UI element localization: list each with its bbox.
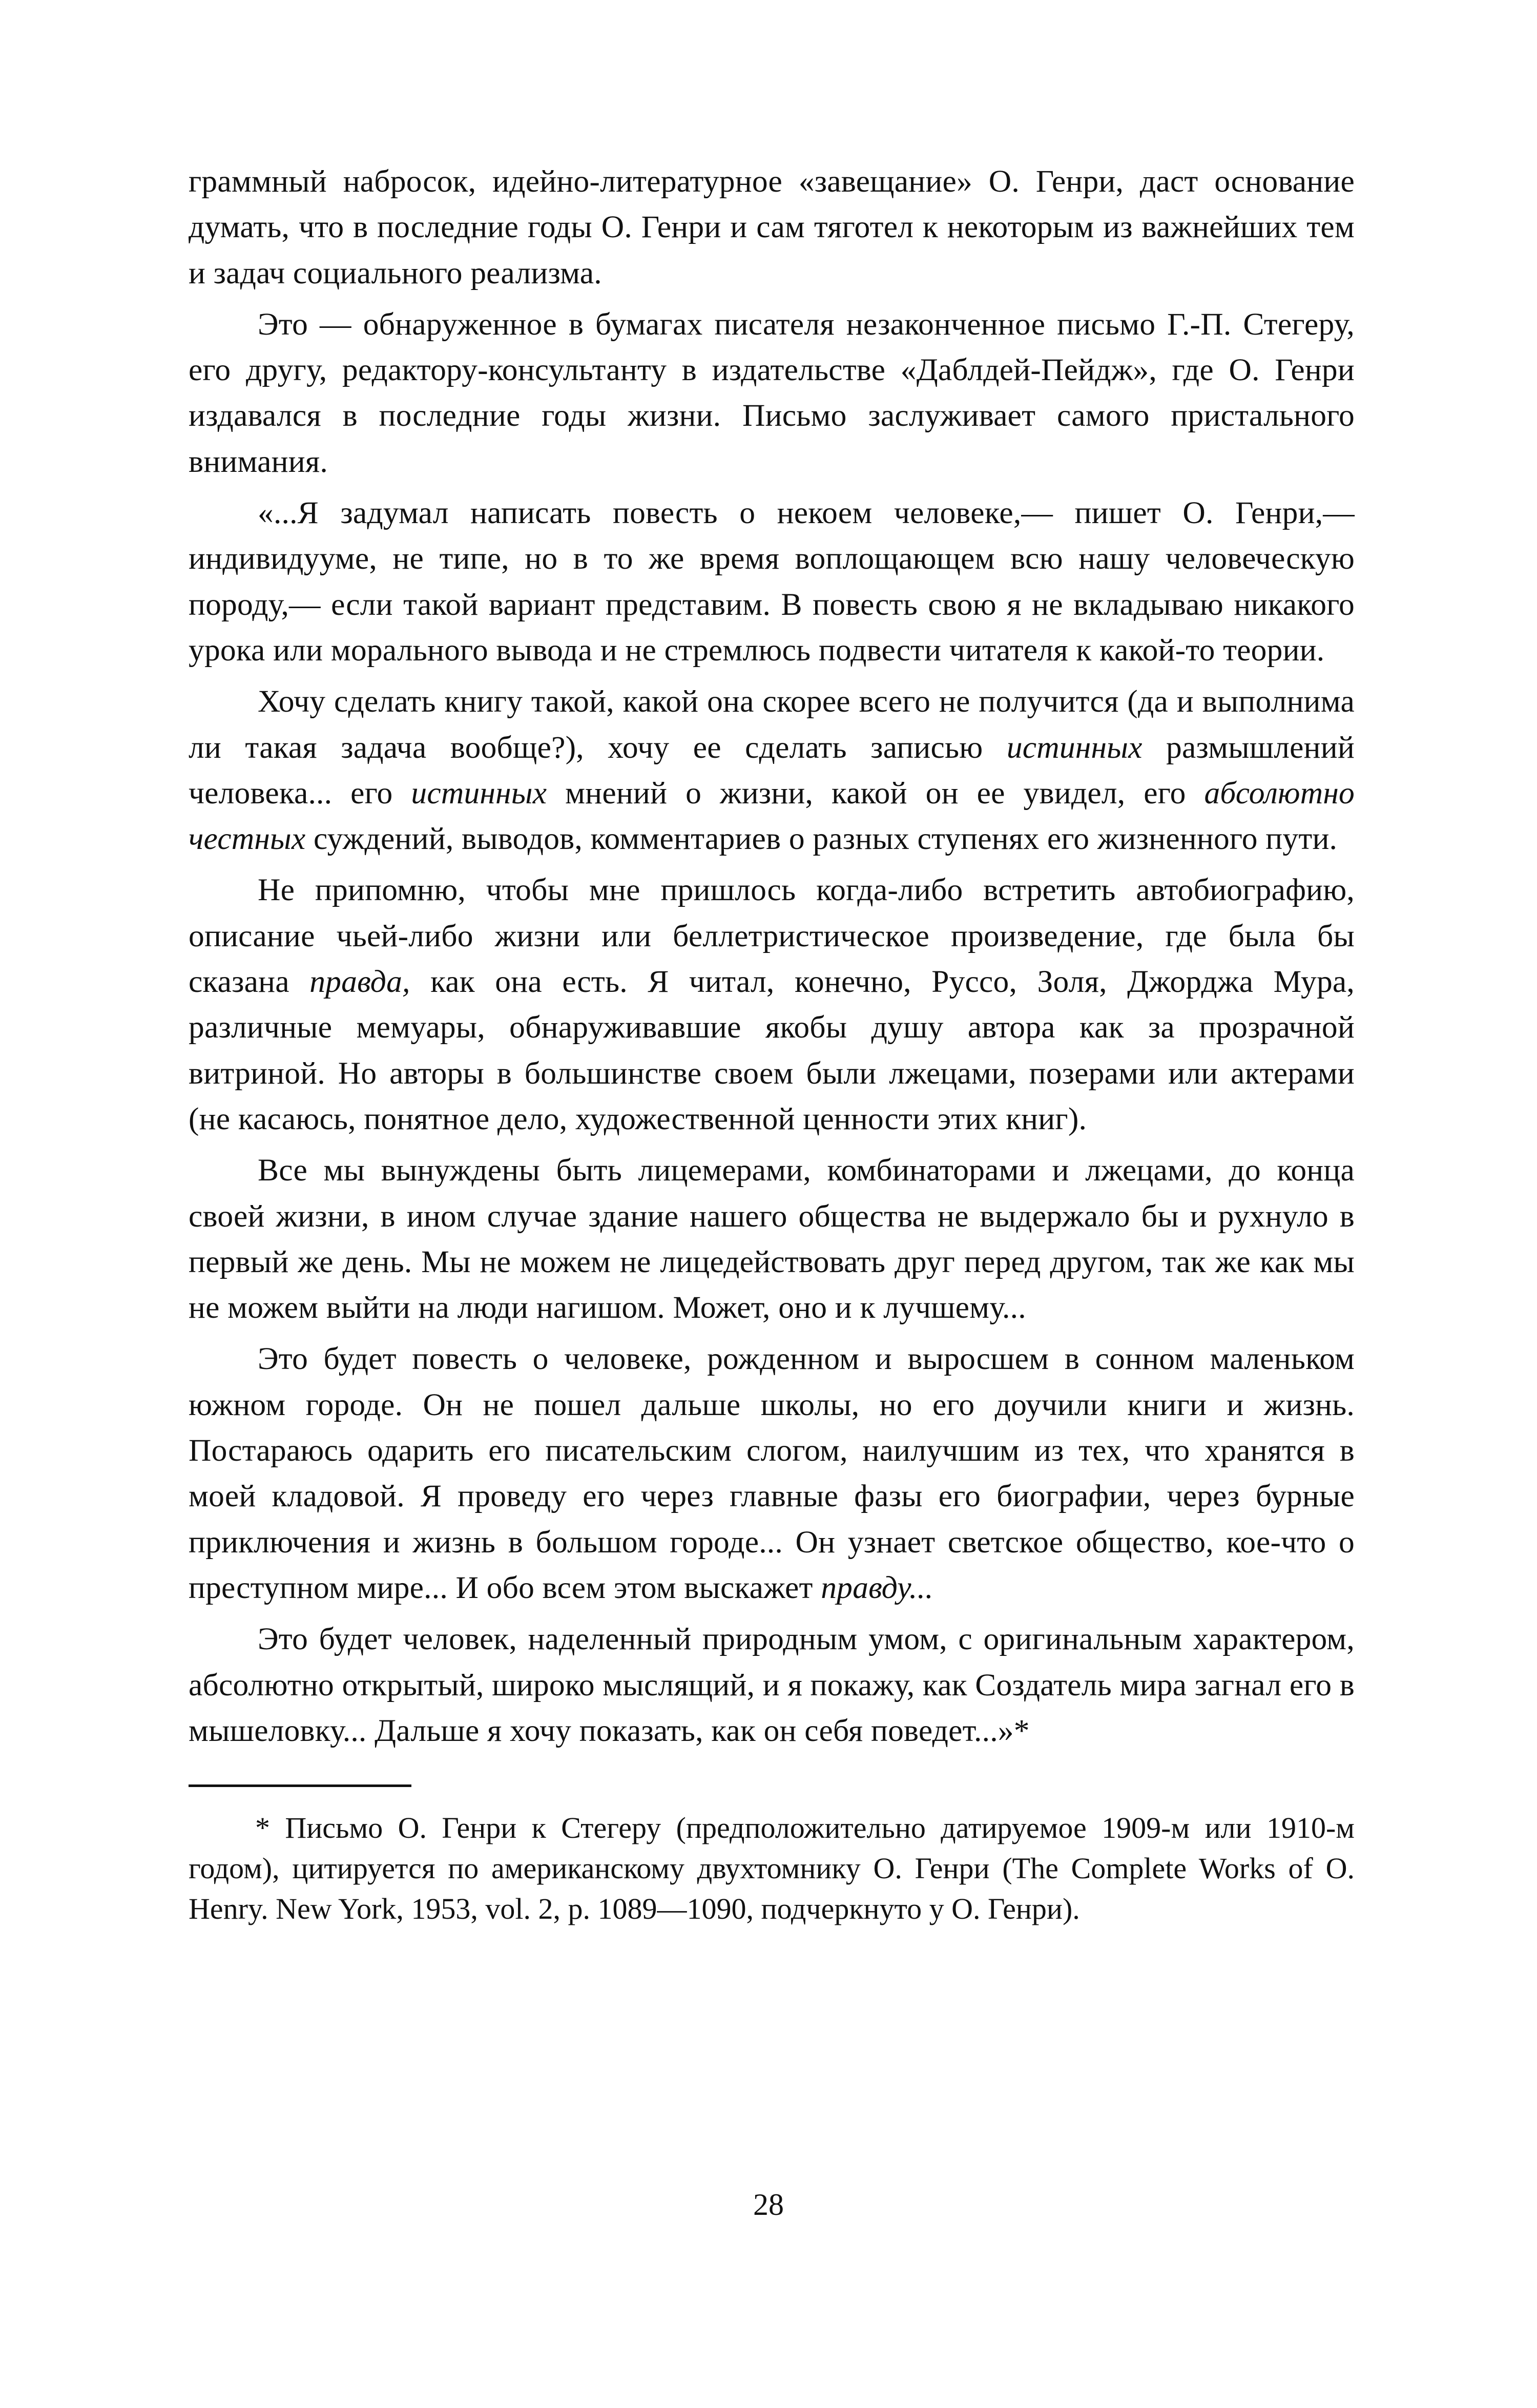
text-run: Все мы вынуждены быть лицемерами, комбинаторами и лжецами, до конца своей жизни, в ином случае здание нашего общества не выдержало бы и рухнуло в первый же день. Мы не можем не лицедействовать друг перед другом, так же как мы не можем выйти на люди нагишом. Может, оно и к лучшему... [189,1153,1355,1325]
text-run: суждений, выводов, комментариев о разных ступенях его жизненного пути. [305,821,1338,857]
text-run: размышлений человека... его [189,730,1355,811]
paragraph [189,1616,1355,1754]
paragraph [189,1336,1355,1611]
main-text [189,159,1355,1754]
emphasized-text: правду... [821,1570,933,1605]
text-run: Это будет повесть о человеке, рожденном и выросшем в сонном маленьком южном городе. Он не пошел дальше школы, но его доучили книги и жизнь. Постараюсь одарить его писательским слогом, наилучшим из тех, что хранятся в моей кладовой. Я проведу его через главные фазы его биографии, через бурные приключения и жизнь в большом городе... Он узнает светское общество, кое-что о преступном мире... И обо всем этом выскажет [189,1341,1355,1605]
paragraph [189,1148,1355,1331]
text-run: Это — обнаруженное в бумагах писателя незаконченное письмо Г.-П. Стегеру, его другу, редактору-консультанту в издательстве «Даблдей-Пейдж», где О. Генри издавался в последние годы жизни. Письмо заслуживает самого пристального внимания. [189,306,1355,479]
footnote: * Письмо О. Генри к Стегеру (предположительно датируемое 1909-м или 1910-м годом), цитируется по американскому двухтомнику О. Генри (The Complete Works of O. Henry. New York, 1953, vol. 2, p. 1089—1090, подчеркнуто у О. Генри). [189,1811,1355,1926]
footnote-separator [189,1784,411,1787]
text-run: как она есть. Я читал, конечно, Руссо, Золя, Джорджа Мура, различные мемуары, обнаруживавшие якобы душу автора как за прозрачной витриной. Но авторы в большинстве своем были лжецами, позерами или актерами (не касаюсь, понятное дело, художественной ценности этих книг). [189,964,1355,1136]
page-number: 28 [753,2188,784,2222]
page-body [189,159,1355,1929]
paragraph [189,302,1355,485]
text-run: Хочу сделать книгу такой, какой она скорее всего не получится (да и выполнима ли такая задача вообще?), хочу ее сделать записью [189,684,1355,765]
text-run: Это будет человек, наделенный природным умом, с оригинальным характером, абсолютно открытый, широко мыслящий, и я покажу, как Создатель мира загнал его в мышеловку... Дальше я хочу показать, как он себя поведет...»* [189,1622,1355,1748]
paragraph [189,490,1355,673]
paragraph [189,867,1355,1142]
text-run: граммный набросок, идейно-литературное «завещание» О. Генри, даст основание думать, что в последние годы О. Генри и сам тяготел к некоторым из важнейших тем и задач социального реализма. [189,164,1355,290]
emphasized-text: истинных [411,775,547,811]
text-run: мнений о жизни, какой он ее увидел, его [547,775,1204,811]
emphasized-text: абсолютно честных [189,775,1355,857]
emphasized-text: правда, [309,964,410,1000]
emphasized-text: истинных [1006,730,1143,765]
text-run: Не припомню, чтобы мне пришлось когда-либо встретить автобиографию, описание чьей-либо жизни или беллетристическое произведение, где была бы сказана [189,873,1355,1000]
paragraph [189,159,1355,296]
text-run: «...Я задумал написать повесть о некоем человеке,— пишет О. Генри,— индивидууме, не типе, но в то же время воплощающем всю нашу человеческую породу,— если такой вариант представим. В повесть свою я не вкладываю никакого урока или морального вывода и не стремлюсь подвести читателя к какой-то теории. [189,495,1355,668]
paragraph [189,679,1355,862]
